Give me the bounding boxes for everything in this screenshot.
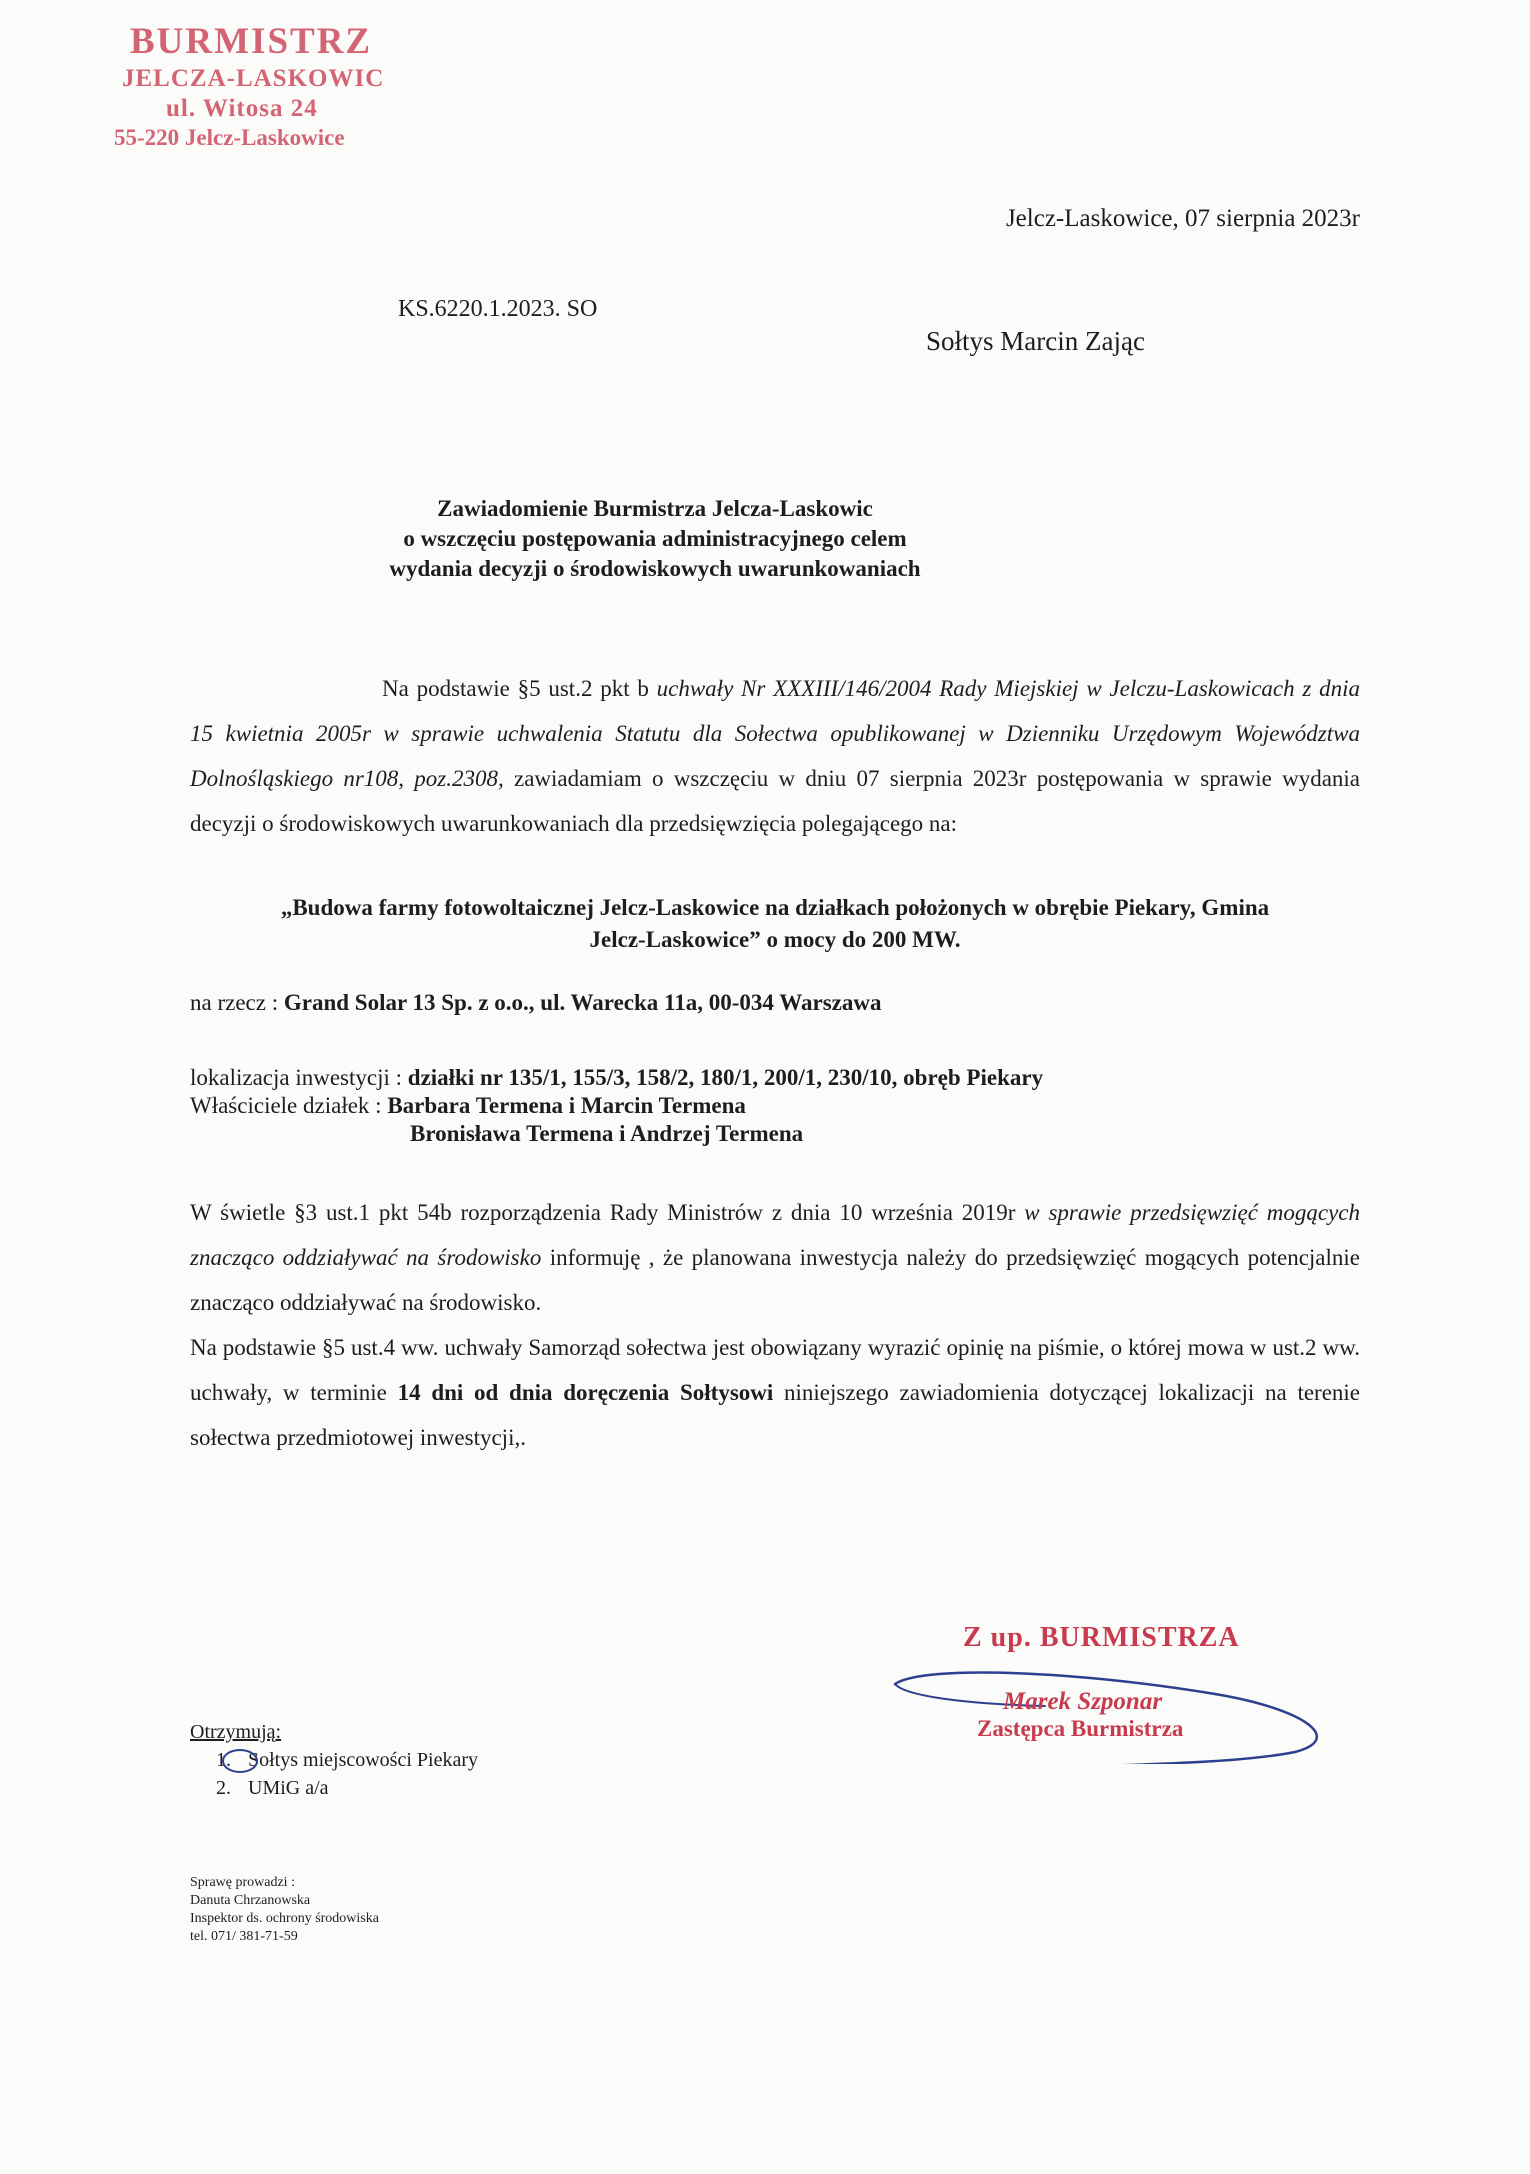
paragraph2-start: W świetle §3 ust.1 pkt 54b rozporządzenia Rady Ministrów z dnia 10 września 2019r — [190, 1200, 1025, 1225]
stamp-line-4: 55-220 Jelcz-Laskowice — [114, 125, 345, 151]
title-line-1: Zawiadomienie Burmistrza Jelcza-Laskowic — [437, 496, 873, 521]
signature-stamp — [885, 1614, 1335, 1764]
investor-label: na rzecz : — [190, 990, 284, 1015]
paragraph2-italic: w sprawie przedsięwzięć mogących znacząco oddziaływać na środowisko — [190, 1200, 1360, 1270]
paragraph3-bold: 14 dni od dnia doręczenia Sołtysowi — [397, 1380, 774, 1405]
signature-line-3: Zastępca Burmistrza — [977, 1716, 1184, 1741]
stamp-line-2: JELCZA-LASKOWIC — [122, 65, 385, 93]
stamp-line-1: BURMISTRZ — [130, 21, 373, 62]
footer-line-1: Sprawę prowadzi : — [190, 1875, 295, 1890]
recipient-item-2: 2. UMiG a/a — [236, 1774, 478, 1802]
case-handler — [190, 1874, 379, 1946]
paragraph3-end: niniejszego zawiadomienia dotyczącej lokalizacji na terenie sołectwa przedmiotowej inwestycji,. — [190, 1380, 1361, 1450]
project-line-2: Jelcz-Laskowice” o mocy do 200 MW. — [589, 927, 961, 952]
recipients-header: Otrzymują: — [190, 1721, 282, 1743]
owners-1: Barbara Termena i Marcin Termena — [387, 1093, 746, 1118]
letter-date: Jelcz-Laskowice, 07 sierpnia 2023r — [1005, 205, 1360, 232]
notice-title — [0, 494, 1530, 584]
signature-line-1: Z up. BURMISTRZA — [963, 1622, 1240, 1653]
paragraph1-italic: uchwały Nr XXXIII/146/2004 Rady Miejskiej w Jelczu-Laskowicach z dnia 15 kwietnia 2005r w sprawie uchwalenia Statutu dla Sołectwa opublikowanej w Dzienniku Urzędowym Województwa Dolnośląskiego nr108, poz.2308, — [190, 676, 1361, 791]
owners-label: Właściciele działek : — [190, 1093, 388, 1118]
paragraph1-start: Na podstawie §5 ust.2 pkt b — [382, 676, 657, 701]
reference-number: KS.6220.1.2023. SO — [398, 296, 598, 322]
investor-value: Grand Solar 13 Sp. z o.o., ul. Warecka 11a, 00-034 Warszawa — [283, 990, 882, 1015]
location-label: lokalizacja inwestycji : — [190, 1065, 408, 1090]
addressee: Sołtys Marcin Zając — [926, 326, 1145, 356]
owners-2: Bronisława Termena i Andrzej Termena — [410, 1121, 804, 1146]
title-line-3: wydania decyzji o środowiskowych uwarunkowaniach — [389, 556, 921, 581]
footer-line-4: tel. 071/ 381-71-59 — [190, 1929, 298, 1944]
mayor-stamp — [112, 20, 384, 152]
title-line-2: o wszczęciu postępowania administracyjnego celem — [403, 526, 907, 551]
investor-line — [190, 990, 1360, 1016]
paragraph-classification — [190, 1190, 1360, 1460]
paragraph1-end: zawiadamiam o wszczęciu w dniu 07 sierpnia 2023r postępowania w sprawie wydania decyzji o środowiskowych uwarunkowaniach dla przedsięwzięcia polegającego na: — [190, 766, 1360, 836]
location-value: działki nr 135/1, 155/3, 158/2, 180/1, 200/1, 230/10, obręb Piekary — [407, 1065, 1044, 1090]
paragraph3-start: Na podstawie §5 ust.4 ww. uchwały Samorząd sołectwa jest obowiązany wyrazić opinię na piśmie, o której mowa w ust.2 ww. uchwały, w terminie — [190, 1335, 1360, 1405]
footer-line-3: Inspektor ds. ochrony środowiska — [190, 1911, 379, 1926]
handwritten-circle — [220, 1747, 260, 1775]
project-name — [190, 892, 1360, 956]
location-block — [190, 1064, 1360, 1148]
location-row — [190, 1064, 1360, 1092]
paragraph2-end: informuję , że planowana inwestycja należy do przedsięwzięć mogących potencjalnie znacząco oddziaływać na środowisko. — [190, 1245, 1360, 1315]
footer-line-2: Danuta Chrzanowska — [190, 1893, 311, 1908]
paragraph-legal-basis — [190, 666, 1360, 846]
recipients-list — [190, 1718, 478, 1802]
project-line-1: „Budowa farmy fotowoltaicznej Jelcz-Laskowice na działkach położonych w obrębie Piekary, Gmina — [280, 895, 1270, 920]
paragraph3 — [190, 1325, 1360, 1460]
recipient-item-1: 1. Sołtys miejscowości Piekary — [236, 1746, 478, 1774]
owners-row — [190, 1092, 1360, 1120]
paragraph2 — [190, 1190, 1360, 1325]
stamp-line-3: ul. Witosa 24 — [166, 95, 318, 123]
signature-line-2: Marek Szponar — [1003, 1688, 1163, 1715]
